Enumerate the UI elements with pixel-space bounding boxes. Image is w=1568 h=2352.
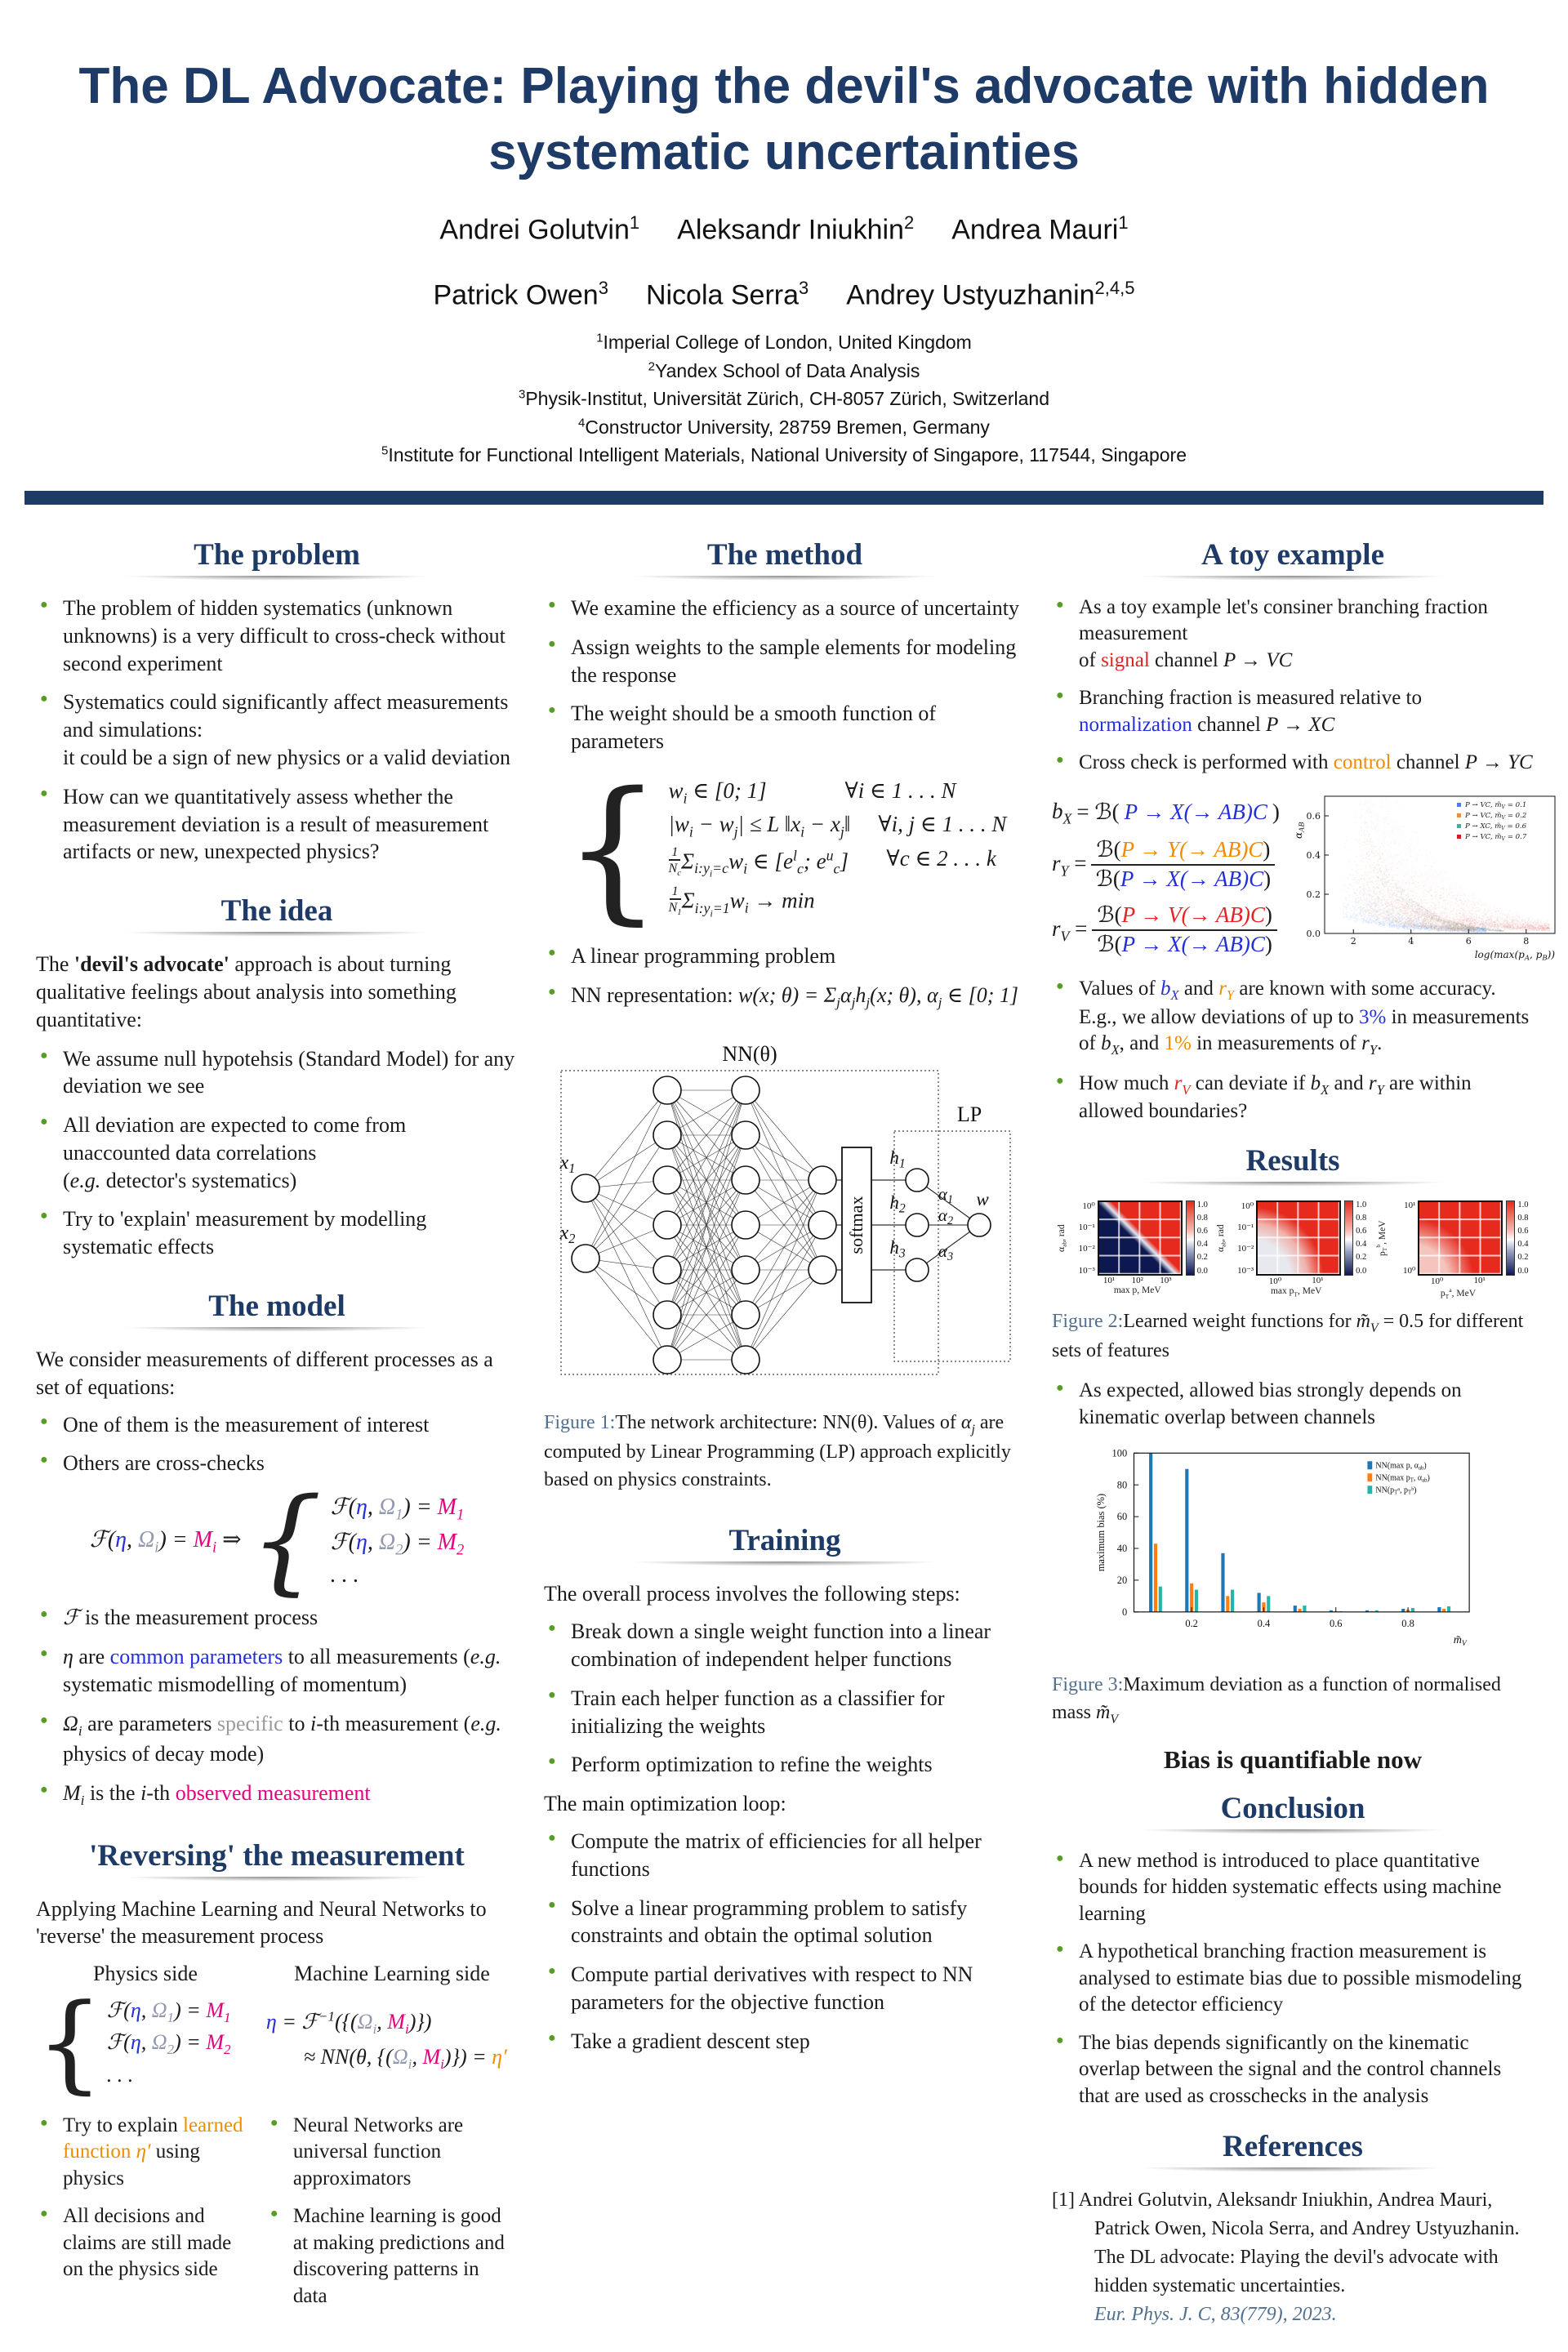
list-item: ● Compute the matrix of efficiencies for all helper functions [544, 1828, 1026, 1883]
header-divider-bar [24, 491, 1544, 505]
tick-label: 10⁻² [1078, 1244, 1095, 1254]
section-title-results: Results [1245, 1143, 1340, 1178]
equation-row: ℱ(η, $\Omega_2) = M_2$ [330, 1529, 465, 1558]
section-rule [547, 576, 1022, 581]
affiliation-line: $^4$Constructor University, 28759 Bremen, Germany [578, 416, 990, 438]
list-item: ● A linear programming problem [544, 942, 1026, 970]
heatmap-panel [1057, 1200, 1207, 1300]
tick-label: 0.4 [1356, 1240, 1367, 1250]
constraint: $\frac{1}{N_1}$ $\Sigma_{i:y_i=1}w_i \to \min$ [668, 883, 815, 920]
svg-text:100: 100 [1111, 1447, 1128, 1459]
svg-text:40: 40 [1116, 1543, 1128, 1555]
section-rule [1055, 1182, 1530, 1187]
section-training [544, 1523, 1026, 2055]
section-title-toy: A toy example [1200, 537, 1385, 572]
svg-text:maximum bias (%): maximum bias (%) [1094, 1494, 1107, 1572]
section-title-method: The method [706, 537, 863, 572]
section-title-problem: The problem [194, 537, 360, 572]
training-mid: The main optimization loop: [544, 1792, 786, 1816]
quantifier: ∀i, j ∈ 1 . . . N [878, 812, 1007, 837]
list-item: ● Systematics could significantly affect measurements and simulations: it could be a sign of new physics or a valid deviation [36, 688, 518, 771]
reference-item: [1] Andrei Golutvin, Aleksandr Iniukhin, Andrea Mauri, Patrick Owen, Nicola Serra, and Andrey Ustyuzhanin. The DL advocate: Playing the devil's advocate with hidden systematic uncertainties. Eur. Phys. J. C, 83(779), 2023. [1052, 2189, 1520, 2325]
method-bullets-1 [544, 595, 1026, 755]
heatmap-xlabel: $p_T^a$, MeV [1440, 1285, 1476, 1300]
brace: { [249, 1473, 323, 1607]
section-idea [36, 893, 518, 1261]
tick-label: 10⁰ [1241, 1200, 1254, 1211]
list-item: ● How much $r_V$ can deviate if $b_X$ and $r_Y$ are within allowed boundaries? [1052, 1071, 1534, 1125]
list-item: ● η are common parameters to all measurements (e.g. systematic mismodelling of momentum) [36, 1643, 518, 1699]
list-item: ● Values of $b_X$ and $r_Y$ are known with some accuracy. E.g., we allow deviations of up to 3% in measurements of $b_X$, and 1% in measurements of $r_Y$. [1052, 976, 1534, 1058]
list-item: ● Train each helper function as a classifier for initializing the weights [544, 1685, 1026, 1740]
model-bullets-2 [36, 1604, 518, 1810]
svg-text:60: 60 [1116, 1511, 1128, 1523]
heatmap-xticks [1415, 1276, 1500, 1286]
training-intro: The overall process involves the following steps: [544, 1582, 960, 1606]
svg-text:h2​: $h_2$ [889, 1192, 906, 1216]
section-model [36, 1289, 518, 1811]
svg-text:LP: LP [956, 1102, 982, 1127]
model-bullets-1 [36, 1411, 518, 1478]
list-item: ● ℱ is the measurement process [36, 1604, 518, 1632]
section-reversing [36, 1838, 518, 2321]
heatmap-panel [1216, 1200, 1366, 1300]
figure-1-network [544, 1040, 1026, 1494]
section-rule [39, 576, 514, 581]
heatmap-xlabel: $\max p_T$, MeV [1270, 1285, 1322, 1298]
ml-equations [266, 2006, 518, 2091]
numerator: ℬ(P → V(→ AB)C) [1092, 902, 1276, 931]
denominator: ℬ(P → X(→ AB)C) [1095, 866, 1272, 892]
colorbar-ticks [1195, 1200, 1208, 1276]
list-item: ● Compute partial derivatives with respect to NN parameters for the objective function [544, 1961, 1026, 2016]
toy-bullets-2 [1052, 976, 1534, 1125]
figure-caption-text: Learned weight functions for $m̃_V = 0.5$ for different sets of features [1052, 1310, 1524, 1361]
list-item: ● The problem of hidden systematics (unknown unknowns) is a very difficult to cross-check without second experiment [36, 595, 518, 677]
list-item: ● We assume null hypotehsis (Standard Model) for any deviation we see [36, 1045, 518, 1101]
svg-text:80: 80 [1116, 1479, 1128, 1491]
figure-label: Figure 3: [1052, 1674, 1124, 1696]
list-item: ● We examine the efficiency as a source of uncertainty [544, 595, 1026, 622]
heatmap-top [1227, 1200, 1341, 1276]
list-item: ● One of them is the measurement of interest [36, 1411, 518, 1439]
tick-label: 0.2 [1517, 1253, 1529, 1263]
heatmap-ylabel: $p_T^b$, MeV [1374, 1219, 1389, 1256]
equation-row [668, 812, 1006, 840]
constraint: $w_i$ ∈ [0; 1] [668, 777, 767, 807]
columns [0, 505, 1568, 2352]
physics-system-rows [107, 1994, 231, 2091]
section-rule [1055, 2167, 1530, 2173]
tick-label: 10¹ [1102, 1275, 1116, 1285]
toy-scatter-plot [1292, 788, 1561, 961]
column-middle [544, 532, 1026, 2352]
section-title-conclusion: Conclusion [1220, 1791, 1365, 1825]
tick-label: 0.8 [1517, 1213, 1529, 1223]
affiliation-line: $^3$Physik-Institut, Universität Zürich, CH-8057 Zürich, Switzerland [519, 387, 1049, 410]
heatmap-colorbar [1186, 1200, 1208, 1276]
affiliation-line: $^5$Institute for Functional Intelligent Materials, National University of Singapore, 117544, Singapore [381, 443, 1187, 466]
section-title-model: The model [208, 1290, 345, 1324]
svg-text:0.2: 0.2 [1185, 1618, 1198, 1630]
section-method [544, 537, 1026, 1012]
section-references [1052, 2129, 1534, 2328]
model-equation [36, 1473, 518, 1607]
figure-1-caption [544, 1410, 1026, 1494]
equation-rv [1052, 902, 1285, 959]
tick-label: 10¹ [1312, 1275, 1324, 1285]
tick-label: 0.8 [1196, 1213, 1208, 1223]
constraint: $|w_i - w_j| \le L$ $‖x_i$ − $x_j‖$ [668, 812, 851, 840]
column-right [1052, 532, 1534, 2352]
tick-label: 0.6 [1356, 1227, 1367, 1236]
nn-architecture-diagram [551, 1040, 1018, 1397]
tick-label: 10⁻² [1237, 1244, 1254, 1254]
heatmap-cells [1256, 1200, 1341, 1276]
list-item: ● Solve a linear programming problem to satisfy constraints and obtain the optimal solution [544, 1895, 1026, 1950]
toy-equations [1052, 788, 1285, 966]
method-system-rows [668, 773, 1006, 924]
model-eq-rows [331, 1489, 465, 1592]
tick-label: 0.2 [1356, 1253, 1367, 1263]
svg-text:x1​: $x_1$ [559, 1152, 576, 1177]
heatmap-yticks [1068, 1200, 1098, 1276]
authors-line-1: Andrei Golutvin$^1$ Aleksandr Iniukhin$^2$ Andrea Mauri$^1$ [439, 212, 1129, 246]
svg-text:α2​: $\alpha_2$ [938, 1205, 954, 1228]
tick-label: 0.8 [1356, 1213, 1367, 1223]
heatmap-yticks [1227, 1200, 1256, 1276]
figure-2-heatmaps [1052, 1200, 1534, 1300]
heatmap-xticks [1254, 1276, 1339, 1286]
tick-label: 10⁰ [1082, 1200, 1095, 1211]
list-item: ● $M_i$ is the i-th observed measurement [36, 1780, 518, 1810]
list-item: ● A new method is introduced to place quantitative bounds for hidden systematic effects using machine learning [1052, 1848, 1534, 1928]
quantifier: ∀i ∈ 1 . . . N [844, 777, 956, 803]
reversing-intro: Applying Machine Learning and Neural Networks to 'reverse' the measurement process [36, 1896, 487, 1949]
idea-bullets [36, 1045, 518, 1262]
section-rule [1055, 576, 1530, 581]
equation-row [668, 885, 1006, 920]
heatmap-body [1068, 1200, 1183, 1295]
svg-text:NN(max p, αab​): NN(max p, $\alpha_{ab}$) [1375, 1461, 1427, 1472]
colorbar-gradient [1186, 1200, 1195, 1276]
tick-label: 10⁰ [1430, 1276, 1444, 1286]
figure-caption-text: Maximum deviation as a function of normalised mass $m̃_V$ [1052, 1674, 1501, 1726]
list-item: ● Try to explain learned function η′ using physics [36, 2113, 255, 2193]
tick-label: 0.6 [1517, 1227, 1529, 1236]
section-rule [547, 1561, 1022, 1567]
equation-row: ℱ(η, $\Omega_1) = M_1$ [106, 1998, 231, 2026]
max-bias-bar-chart [1089, 1442, 1497, 1659]
heatmap-top [1388, 1200, 1503, 1276]
heatmap-colorbar [1506, 1200, 1528, 1276]
constraint: $\frac{1}{N_c}$ $\Sigma_{i:y_i=c}w_i$ ∈ [$e^l_c$; $e^u_c$] [668, 844, 849, 880]
ml-side-heading: Machine Learning side [294, 1962, 490, 1986]
fraction [1091, 836, 1275, 893]
tick-label: 10² [1131, 1275, 1143, 1285]
heatmap-ylabel: $\alpha_{ab}$, rad [1057, 1223, 1068, 1252]
equation-row: . . . [330, 1562, 359, 1588]
reversing-left-bullets [36, 2113, 255, 2322]
tick-label: 10⁰ [1268, 1276, 1282, 1286]
eq-lhs: $r_Y$ = [1052, 851, 1087, 880]
section-conclusion [1052, 1791, 1534, 2110]
tick-label: 10¹ [1473, 1275, 1486, 1285]
section-results [1052, 1143, 1534, 1775]
heatmap-yticks [1388, 1200, 1418, 1276]
equation-row: . . . [106, 2062, 134, 2087]
section-rule [39, 932, 514, 938]
tick-label: 1.0 [1517, 1200, 1529, 1209]
tick-label: 0.0 [1517, 1266, 1529, 1276]
tick-label: 10⁻¹ [1078, 1223, 1095, 1233]
equation-row: ℱ(η, $\Omega_2) = M_2$ [106, 2030, 231, 2058]
list-item: ● Assign weights to the sample elements for modeling the response [544, 634, 1026, 689]
figure-2-caption [1052, 1308, 1534, 1365]
svg-text:h3​: $h_3$ [889, 1237, 906, 1261]
numerator: ℬ(P → Y(→ AB)C) [1091, 836, 1275, 866]
section-title-references: References [1223, 2130, 1363, 2164]
heatmap-ylabel: $\alpha_{ab}$, rad [1215, 1223, 1227, 1252]
heatmap-body [1227, 1200, 1341, 1298]
svg-text:h1​: $h_1$ [889, 1147, 906, 1171]
figure-caption-text: The network architecture: NN(θ). Values of $\alpha_j$ are computed by Linear Programming (LP) approach explicitly based on physics constraints. [544, 1412, 1011, 1490]
list-item: ● The weight should be a smooth function of parameters [544, 700, 1026, 755]
list-item: ● The bias depends significantly on the kinematic overlap between the signal and the control channels that are used as crosschecks in the analysis [1052, 2030, 1534, 2110]
reversing-right-bullets [266, 2113, 518, 2322]
list-item: ● Try to 'explain' measurement by modelling systematic effects [36, 1205, 518, 1261]
model-intro: We consider measurements of different processes as a set of equations: [36, 1348, 493, 1399]
equation-ry [1052, 836, 1285, 893]
list-item: ● Machine learning is good at making predictions and discovering patterns in data [266, 2203, 518, 2310]
heatmap-panel [1374, 1200, 1528, 1300]
svg-text:α3​: $\alpha_3$ [938, 1241, 954, 1264]
section-problem [36, 537, 518, 866]
svg-text:0.6: 0.6 [1329, 1618, 1343, 1630]
reversing-grid [36, 1955, 518, 2321]
svg-text:NN(θ): NN(θ) [722, 1042, 777, 1067]
list-item: ● Branching fraction is measured relative to normalization channel P → XC [1052, 685, 1534, 738]
list-item: ● As expected, allowed bias strongly depends on kinematic overlap between channels [1052, 1378, 1534, 1431]
training-bullets-1 [544, 1618, 1026, 1779]
colorbar-ticks [1515, 1200, 1528, 1276]
svg-text:0: 0 [1121, 1606, 1128, 1619]
section-rule [39, 1877, 514, 1882]
section-title-idea: The idea [220, 894, 333, 929]
ml-equation-1: $\eta = ℱ^{-1}(\{(\Omega_i$, $M_i$)}) [265, 2008, 432, 2038]
heatmap-top [1068, 1200, 1183, 1276]
authors-line-2: Patrick Owen$^3$ Nicola Serra$^3$ Andrey Ustyuzhanin$^{2,4,5}$ [433, 277, 1135, 311]
list-item: ● Neural Networks are universal function approximators [266, 2113, 518, 2193]
method-bullets-2 [544, 942, 1026, 1012]
svg-text:20: 20 [1116, 1575, 1128, 1587]
title-line-2: systematic uncertainties [488, 123, 1080, 180]
list-item: ● All deviation are expected to come from unaccounted data correlations (e.g. detector's systematics) [36, 1111, 518, 1194]
heatmap-xticks [1095, 1276, 1180, 1285]
heatmap-cells [1418, 1200, 1503, 1276]
heatmap-xlabel: max p, MeV [1113, 1285, 1161, 1295]
tick-label: 0.4 [1196, 1240, 1208, 1250]
ml-equation-2: ≈ NN(θ, {($\Omega_i$, $M_i)\}) = \eta'$ [303, 2044, 507, 2073]
training-bullets-2 [544, 1828, 1026, 2056]
method-system [544, 758, 1026, 939]
quantifier: ∀c ∈ 2 . . . k [886, 845, 996, 871]
svg-text:0.8: 0.8 [1401, 1618, 1414, 1630]
colorbar-ticks [1353, 1200, 1366, 1276]
section-rule [1055, 1829, 1530, 1835]
physics-side-heading: Physics side [93, 1962, 198, 1986]
brace: { [36, 1980, 104, 2105]
list-item: ● As a toy example let's consiner branching fraction measurement of signal channel P → VC [1052, 595, 1534, 675]
results-bullets [1052, 1378, 1534, 1431]
svg-text:NN(pT​ᵃ, pT​ᵇ): $NN(p_Tᵃ$, $p_Tᵇ$) [1375, 1486, 1417, 1496]
figure-3-caption [1052, 1672, 1534, 1729]
colorbar-gradient [1506, 1200, 1515, 1276]
tick-label: 10⁻¹ [1237, 1223, 1254, 1233]
tick-label: 10¹ [1404, 1200, 1416, 1210]
tick-label: 0.0 [1356, 1266, 1367, 1276]
list-item: ● NN representation: w(x; $\theta) = \Sigma_j\alpha_jh_j(x$; θ), $\alpha_j$ ∈ [0; 1] [544, 982, 1026, 1012]
fraction [1092, 902, 1276, 959]
problem-bullets [36, 595, 518, 866]
tick-label: 10⁰ [1403, 1265, 1416, 1276]
model-eq-lhs: ℱ(η, $\Omega_i) = M_i$ ⇒ [89, 1527, 242, 1556]
toy-bullets-1 [1052, 595, 1534, 777]
affiliation-line: $^2$Yandex School of Data Analysis [648, 359, 920, 381]
list-item: ● A hypothetical branching fraction measurement is analysed to estimate bias due to possible mismodeling of the detector efficiency [1052, 1939, 1534, 2019]
section-rule [39, 1327, 514, 1333]
heatmap-cells [1098, 1200, 1183, 1276]
tick-label: 0.4 [1517, 1240, 1529, 1250]
page-title [0, 0, 1568, 185]
list-item: ● Others are cross-checks [36, 1450, 518, 1477]
affiliations [0, 328, 1568, 470]
heatmap-body [1388, 1200, 1503, 1300]
tick-label: 10⁻³ [1078, 1265, 1095, 1276]
figure-3-wrap [1052, 1442, 1534, 1664]
tick-label: 10³ [1160, 1275, 1172, 1285]
svg-text:0.4: 0.4 [1257, 1618, 1271, 1630]
tick-label: 1.0 [1196, 1200, 1208, 1209]
column-left [36, 532, 518, 2352]
bias-quantifiable-statement: Bias is quantifiable now [1163, 1744, 1423, 1774]
heatmap-colorbar [1344, 1200, 1366, 1276]
conclusion-bullets [1052, 1848, 1534, 2110]
tick-label: 0.0 [1196, 1266, 1208, 1276]
brace: { [563, 758, 662, 939]
reference-entry [1052, 2186, 1534, 2328]
svg-text:m̃V​: $m̃_V$ [1453, 1633, 1467, 1649]
equation-bx: $b_X$ = ℬ( P → X(→ AB)C ) [1052, 798, 1280, 827]
quantifier [924, 885, 1006, 920]
section-title-reversing: 'Reversing' the measurement [89, 1838, 465, 1873]
equation-row [668, 846, 1006, 880]
denominator: ℬ(P → X(→ AB)C) [1097, 931, 1272, 956]
title-line-1: The DL Advocate: Playing the devil's advocate with hidden [78, 58, 1490, 114]
tick-label: 1.0 [1356, 1200, 1367, 1209]
equation-row [668, 778, 1006, 807]
list-item: ● Take a gradient descent step [544, 2028, 1026, 2056]
list-item: ● $\Omega_i$ are parameters specific to i-th measurement (e.g. physics of decay mode) [36, 1710, 518, 1768]
figure-label: Figure 1: [544, 1412, 616, 1434]
section-toy-example [1052, 537, 1534, 1125]
list-item: ● Cross check is performed with control channel P → YC [1052, 750, 1534, 777]
section-title-training: Training [728, 1524, 841, 1558]
physics-system [36, 1980, 255, 2105]
svg-text:w: w [976, 1189, 989, 1210]
tick-label: 0.6 [1196, 1227, 1208, 1236]
eq-lhs: $r_V$ = [1052, 915, 1088, 945]
svg-text:x2​: $x_2$ [559, 1223, 576, 1247]
list-item: ● Perform optimization to refine the weights [544, 1751, 1026, 1779]
tick-label: 0.2 [1196, 1253, 1208, 1263]
svg-text:NN(max pT​, αab​): NN(max $p_T$, $\alpha_{ab}$) [1375, 1473, 1430, 1484]
idea-intro: The 'devil's advocate' approach is about turning qualitative feelings about analysis into something quantitative: [36, 952, 457, 1031]
colorbar-gradient [1344, 1200, 1353, 1276]
affiliation-line: $^1$Imperial College of London, United Kingdom [596, 331, 972, 354]
list-item: ● Break down a single weight function into a linear combination of independent helper functions [544, 1618, 1026, 1673]
tick-label: 10⁻³ [1237, 1265, 1254, 1276]
svg-text:softmax: softmax [846, 1196, 866, 1254]
toy-equations-and-plot [1052, 788, 1534, 966]
list-item: ● How can we quantitatively assess whether the measurement deviation is a result of measurement artifacts or new, unexpected physics? [36, 783, 518, 866]
equation-row: ℱ(η, $\Omega_1) = M_1$ [330, 1494, 465, 1523]
list-item: ● All decisions and claims are still made on the physics side [36, 2203, 255, 2283]
figure-label: Figure 2: [1052, 1310, 1124, 1332]
svg-text:α1​: $\alpha_1$ [938, 1184, 954, 1207]
